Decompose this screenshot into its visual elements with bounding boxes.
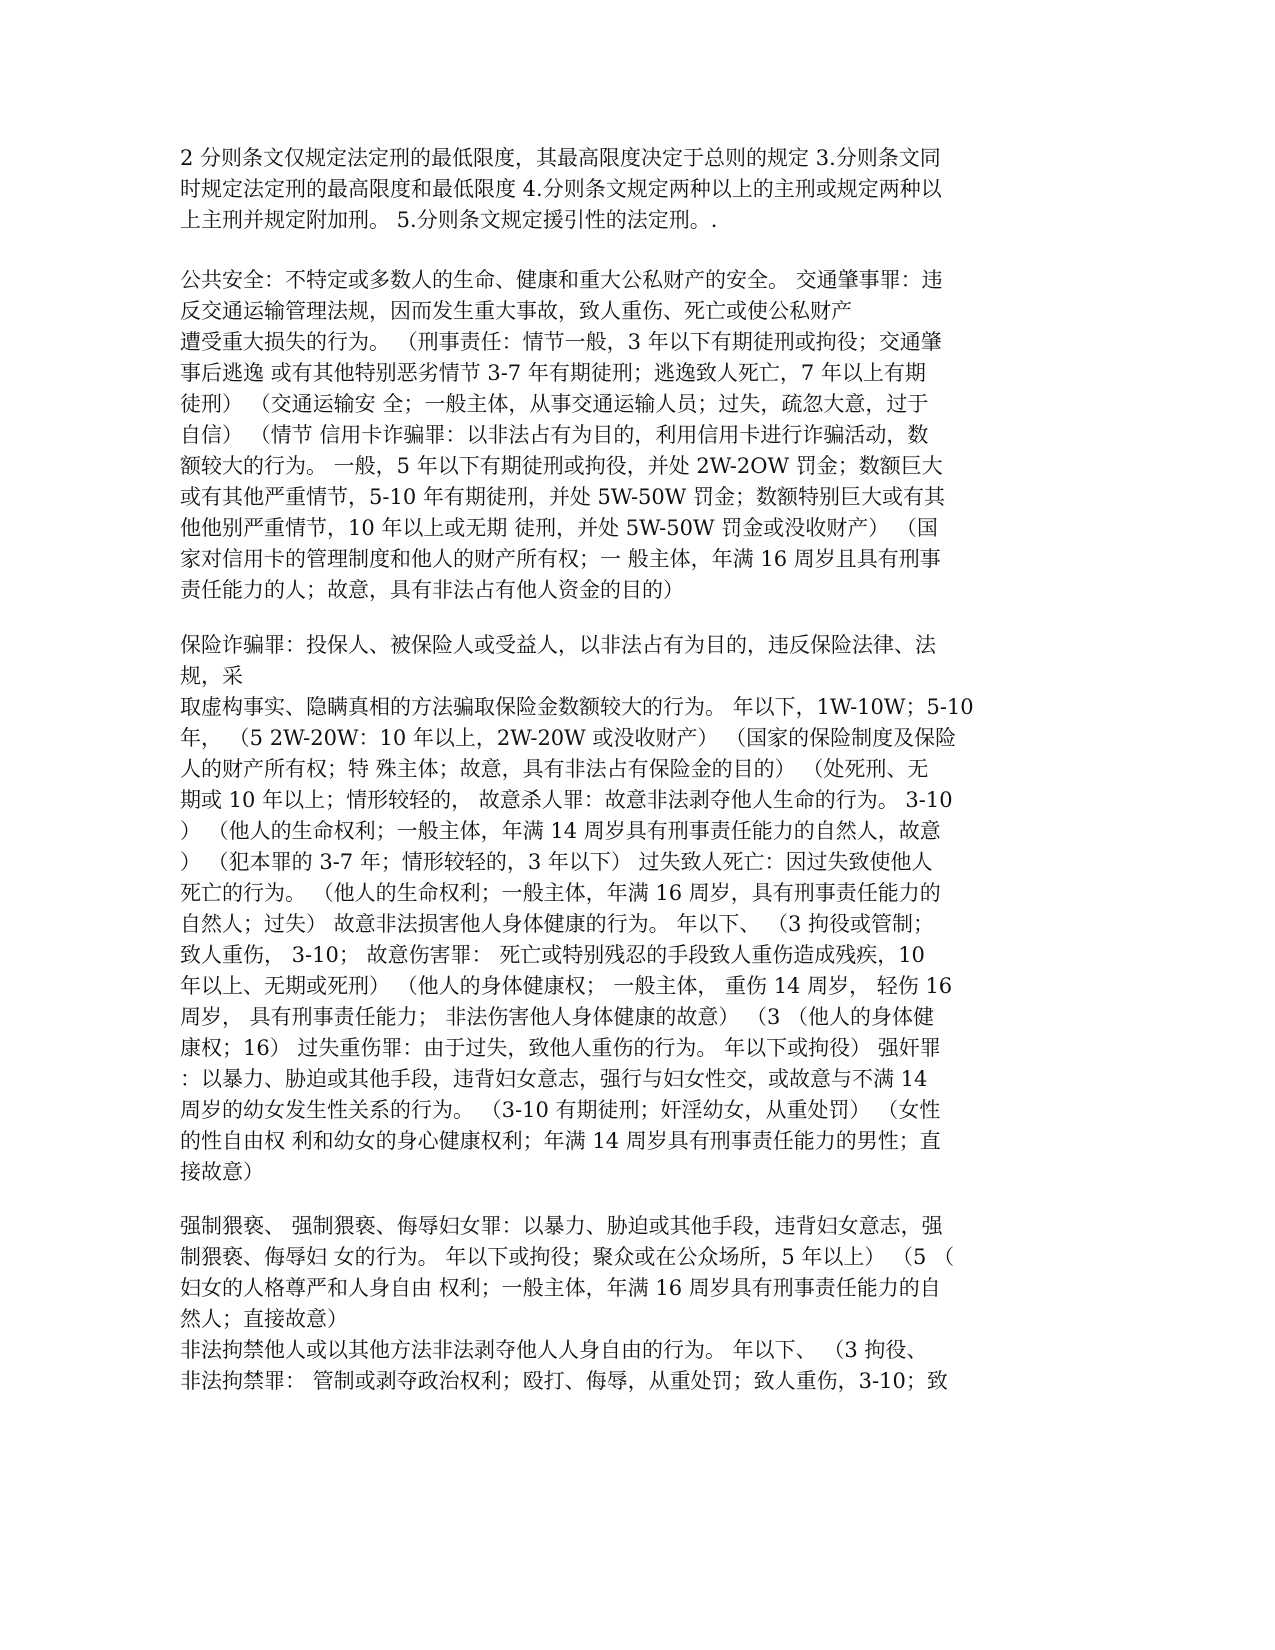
text-line: 事后逃逸 或有其他特别恶劣情节 3-7 年有期徒刑；逃逸致人死亡，7 年以上有期 bbox=[180, 361, 926, 385]
text-line: 致人重伤， 3-10； 故意伤害罪： 死亡或特别残忍的手段致人重伤造成残疾，10 bbox=[180, 943, 925, 967]
paragraph-insurance-fraud bbox=[180, 630, 1080, 1188]
text-line: 周岁的幼女发生性关系的行为。 （3-10 有期徒刑；奸淫幼女，从重处罚） （女性 bbox=[180, 1098, 941, 1122]
text-line: 非法拘禁他人或以其他方法非法剥夺他人人身自由的行为。 年以下、 （3 拘役、 bbox=[180, 1338, 928, 1362]
text-line: 接故意） bbox=[180, 1160, 264, 1184]
text-line: 非法拘禁罪： 管制或剥夺政治权利；殴打、侮辱，从重处罚；致人重伤，3-10；致 bbox=[180, 1369, 948, 1393]
text-line: 时规定法定刑的最高限度和最低限度 4.分则条文规定两种以上的主刑或规定两种以 bbox=[180, 177, 942, 201]
text-line: 遭受重大损失的行为。 （刑事责任：情节一般，3 年以下有期徒刑或拘役；交通肇 bbox=[180, 330, 942, 354]
text-line: 2 分则条文仅规定法定刑的最低限度，其最高限度决定于总则的规定 3.分则条文同 bbox=[180, 146, 941, 170]
text-line: 自然人；过失） 故意非法损害他人身体健康的行为。 年以下、 （3 拘役或管制； bbox=[180, 912, 935, 936]
text-line: 年以上、无期或死刑） （他人的身体健康权； 一般主体， 重伤 14 周岁， 轻伤 16 bbox=[180, 974, 953, 998]
text-line: 徒刑） （交通运输安 全；一般主体，从事交通运输人员；过失，疏忽大意，过于 bbox=[180, 392, 929, 416]
text-line: 家对信用卡的管理制度和他人的财产所有权；一 般主体，年满 16 周岁且具有刑事 bbox=[180, 547, 941, 571]
text-line: 自信） （情节 信用卡诈骗罪：以非法占有为目的，利用信用卡进行诈骗活动，数 bbox=[180, 423, 929, 447]
text-line: 死亡的行为。 （他人的生命权利；一般主体，年满 16 周岁，具有刑事责任能力的 bbox=[180, 881, 941, 905]
text-line: 然人；直接故意） bbox=[180, 1307, 348, 1331]
text-line: 保险诈骗罪：投保人、被保险人或受益人，以非法占有为目的，违反保险法律、法 bbox=[180, 633, 936, 657]
text-line: 的性自由权 利和幼女的身心健康权利；年满 14 周岁具有刑事责任能力的男性；直 bbox=[180, 1129, 941, 1153]
text-line: ） （他人的生命权利；一般主体，年满 14 周岁具有刑事责任能力的自然人，故意 bbox=[180, 819, 941, 843]
text-line: 制猥亵、侮辱妇 女的行为。 年以下或拘役；聚众或在公众场所，5 年以上） （5 （ bbox=[180, 1245, 955, 1269]
text-line: 康权；16） 过失重伤罪：由于过失，致他人重伤的行为。 年以下或拘役） 强奸罪 bbox=[180, 1036, 941, 1060]
text-line: 周岁， 具有刑事责任能力； 非法伤害他人身体健康的故意） （3 （他人的身体健 bbox=[180, 1005, 935, 1029]
paragraph-sentencing-rules bbox=[180, 143, 1080, 236]
paragraph-public-safety bbox=[180, 265, 1080, 606]
text-line: 人的财产所有权；特 殊主体；故意，具有非法占有保险金的目的） （处死刑、无 bbox=[180, 757, 929, 781]
text-line: 期或 10 年以上；情形较轻的， 故意杀人罪：故意非法剥夺他人生命的行为。 3-10 bbox=[180, 788, 953, 812]
text-line: 或有其他严重情节，5-10 年有期徒刑，并处 5W-50W 罚金；数额特别巨大或有其 bbox=[180, 485, 946, 509]
text-line: 反交通运输管理法规，因而发生重大事故，致人重伤、死亡或使公私财产 bbox=[180, 299, 852, 323]
text-line: 公共安全：不特定或多数人的生命、健康和重大公私财产的安全。 交通肇事罪：违 bbox=[180, 268, 943, 292]
text-line: 上主刑并规定附加刑。 5.分则条文规定援引性的法定刑。. bbox=[180, 208, 718, 232]
text-line: ） （犯本罪的 3-7 年；情形较轻的，3 年以下） 过失致人死亡：因过失致使他人 bbox=[180, 850, 933, 874]
text-line: 取虚构事实、隐瞒真相的方法骗取保险金数额较大的行为。 年以下，1W-10W；5-10 bbox=[180, 695, 974, 719]
text-line: 责任能力的人；故意，具有非法占有他人资金的目的） bbox=[180, 578, 684, 602]
text-line: ：以暴力、胁迫或其他手段，违背妇女意志，强行与妇女性交，或故意与不满 14 bbox=[180, 1067, 928, 1091]
text-line: 年， （5 2W-20W：10 年以上，2W-20W 或没收财产） （国家的保险制度及保险 bbox=[180, 726, 957, 750]
text-line: 额较大的行为。 一般，5 年以下有期徒刑或拘役，并处 2W-2OW 罚金；数额巨大 bbox=[180, 454, 943, 478]
text-line: 妇女的人格尊严和人身自由 权利；一般主体，年满 16 周岁具有刑事责任能力的自 bbox=[180, 1276, 941, 1300]
paragraph-indecency-detention bbox=[180, 1211, 1080, 1397]
text-line: 规，采 bbox=[180, 664, 243, 688]
text-line: 他他别严重情节，10 年以上或无期 徒刑，并处 5W-50W 罚金或没收财产） （国 bbox=[180, 516, 938, 540]
text-line: 强制猥亵、 强制猥亵、侮辱妇女罪：以暴力、胁迫或其他手段，违背妇女意志，强 bbox=[180, 1214, 943, 1238]
